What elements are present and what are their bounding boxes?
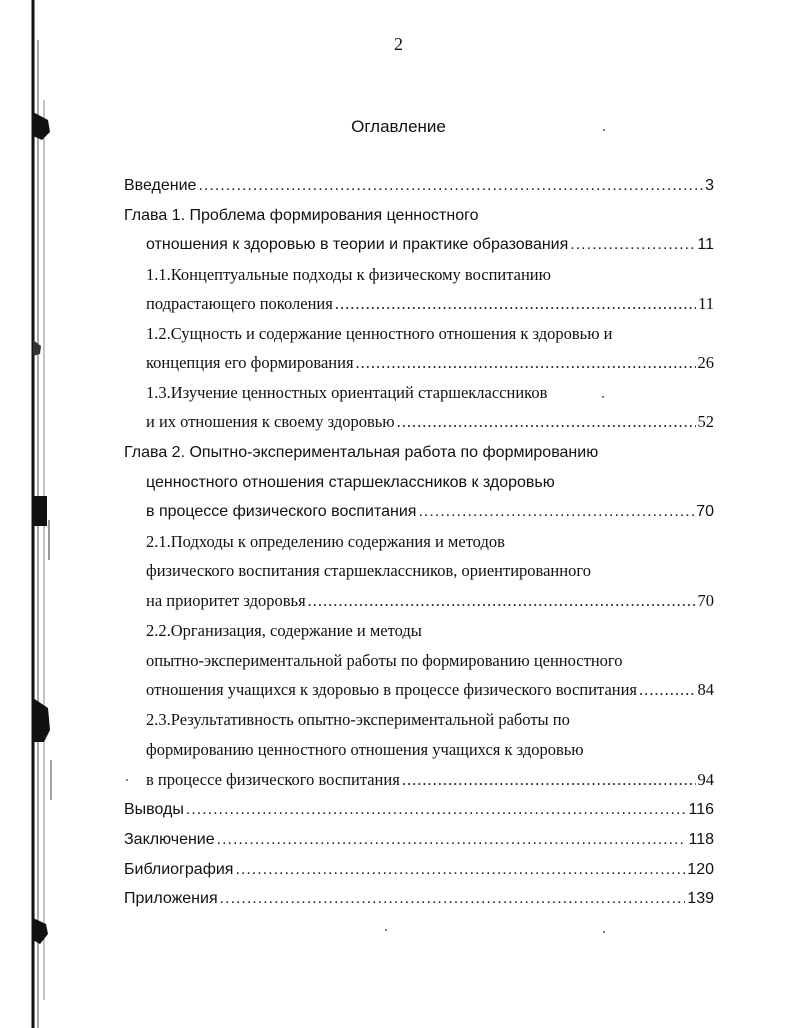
toc-entry-bibliography[interactable] — [124, 860, 714, 882]
toc-page-number: 26 — [697, 353, 714, 372]
toc-section-2-3-line2[interactable]: формированию ценностного отношения учащихся к здоровью — [146, 740, 584, 759]
toc-entry-title: в процессе физического воспитания — [146, 770, 400, 789]
toc-section-1-2-line1[interactable]: 1.2.Сущность и содержание ценностного отношения к здоровью и — [146, 324, 613, 343]
toc-entry-intro[interactable] — [124, 176, 714, 198]
toc-chapter-2-line2[interactable]: ценностного отношения старшеклассников к здоровью — [146, 474, 555, 491]
scan-speck — [126, 779, 128, 781]
toc-section-2-3-line1[interactable]: 2.3.Результативность опытно-экспериментальной работы по — [146, 710, 570, 729]
leader-dots — [217, 830, 687, 850]
leader-dots — [418, 502, 694, 522]
leader-dots — [402, 770, 696, 790]
toc-entry-title: отношения учащихся к здоровью в процессе физического воспитания — [146, 680, 638, 699]
toc-page-number: 118 — [688, 831, 714, 848]
toc-page-number: 84 — [697, 680, 714, 699]
scan-speck — [603, 931, 605, 933]
toc-page-number: 3 — [705, 177, 714, 194]
leader-dots — [397, 412, 696, 432]
toc-entry-section-1-3[interactable] — [146, 412, 714, 434]
toc-heading: Оглавление — [351, 117, 446, 136]
leader-dots — [335, 294, 696, 314]
page-number: 2 — [394, 34, 403, 54]
toc-entry-title: Введение — [124, 177, 197, 194]
toc-entry-section-1-1[interactable] — [146, 294, 714, 316]
toc-entry-section-2-2[interactable] — [146, 680, 714, 702]
toc-page-number: 11 — [698, 294, 714, 313]
toc-section-1-1-line1[interactable]: 1.1.Концептуальные подходы к физическому воспитанию — [146, 265, 551, 284]
toc-entry-title: Приложения — [124, 890, 218, 907]
toc-entry-title: отношения к здоровью в теории и практике образования — [146, 236, 569, 253]
toc-page-number: 116 — [688, 801, 714, 818]
toc-entry-title: Выводы — [124, 801, 184, 818]
toc-entry-appendices[interactable] — [124, 889, 714, 911]
toc-page-number: 70 — [697, 591, 714, 610]
toc-entry-conclusion[interactable] — [124, 830, 714, 852]
toc-section-2-1-line2[interactable]: физического воспитания старшеклассников, ориентированного — [146, 561, 591, 580]
toc-chapter-2-line1[interactable]: Глава 2. Опытно-экспериментальная работа по формированию — [124, 444, 599, 461]
leader-dots — [186, 800, 687, 820]
leader-dots — [198, 176, 703, 196]
toc-entry-section-1-2[interactable] — [146, 353, 714, 375]
toc-section-2-2-line1[interactable]: 2.2.Организация, содержание и методы — [146, 621, 422, 640]
toc-page-number: 120 — [687, 861, 714, 878]
toc-page-number: 139 — [687, 890, 714, 907]
toc-entry-chapter-2[interactable] — [146, 502, 714, 524]
toc-page-number: 94 — [697, 770, 714, 789]
leader-dots — [220, 889, 686, 909]
leader-dots — [356, 353, 696, 373]
toc-entry-title: и их отношения к своему здоровью — [146, 412, 395, 431]
toc-entry-title: Заключение — [124, 831, 215, 848]
toc-entry-title: на приоритет здоровья — [146, 591, 306, 610]
toc-entry-title: Библиография — [124, 861, 234, 878]
toc-section-1-3-line1[interactable]: 1.3.Изучение ценностных ориентаций старшеклассников — [146, 383, 548, 402]
toc-entry-title: подрастающего поколения — [146, 294, 333, 313]
toc-entry-title: концепция его формирования — [146, 353, 354, 372]
leader-dots — [235, 860, 685, 880]
scan-speck — [602, 396, 604, 398]
toc-entry-section-2-3[interactable] — [146, 770, 714, 792]
scan-speck — [385, 929, 387, 931]
scan-binding-edge — [0, 0, 60, 1028]
leader-dots — [570, 235, 695, 255]
toc-page-number: 11 — [697, 236, 714, 253]
toc-section-2-2-line2[interactable]: опытно-экспериментальной работы по формированию ценностного — [146, 651, 623, 670]
toc-page-number: 70 — [696, 503, 714, 520]
leader-dots — [308, 591, 696, 611]
toc-entry-findings[interactable] — [124, 800, 714, 822]
toc-entry-title: в процессе физического воспитания — [146, 503, 417, 520]
toc-section-2-1-line1[interactable]: 2.1.Подходы к определению содержания и методов — [146, 532, 505, 551]
toc-page-number: 52 — [697, 412, 714, 431]
leader-dots — [639, 680, 695, 700]
scan-speck — [603, 129, 605, 131]
toc-entry-chapter-1[interactable] — [146, 235, 714, 257]
toc-chapter-1-line1[interactable]: Глава 1. Проблема формирования ценностного — [124, 207, 479, 224]
toc-entry-section-2-1[interactable] — [146, 591, 714, 613]
